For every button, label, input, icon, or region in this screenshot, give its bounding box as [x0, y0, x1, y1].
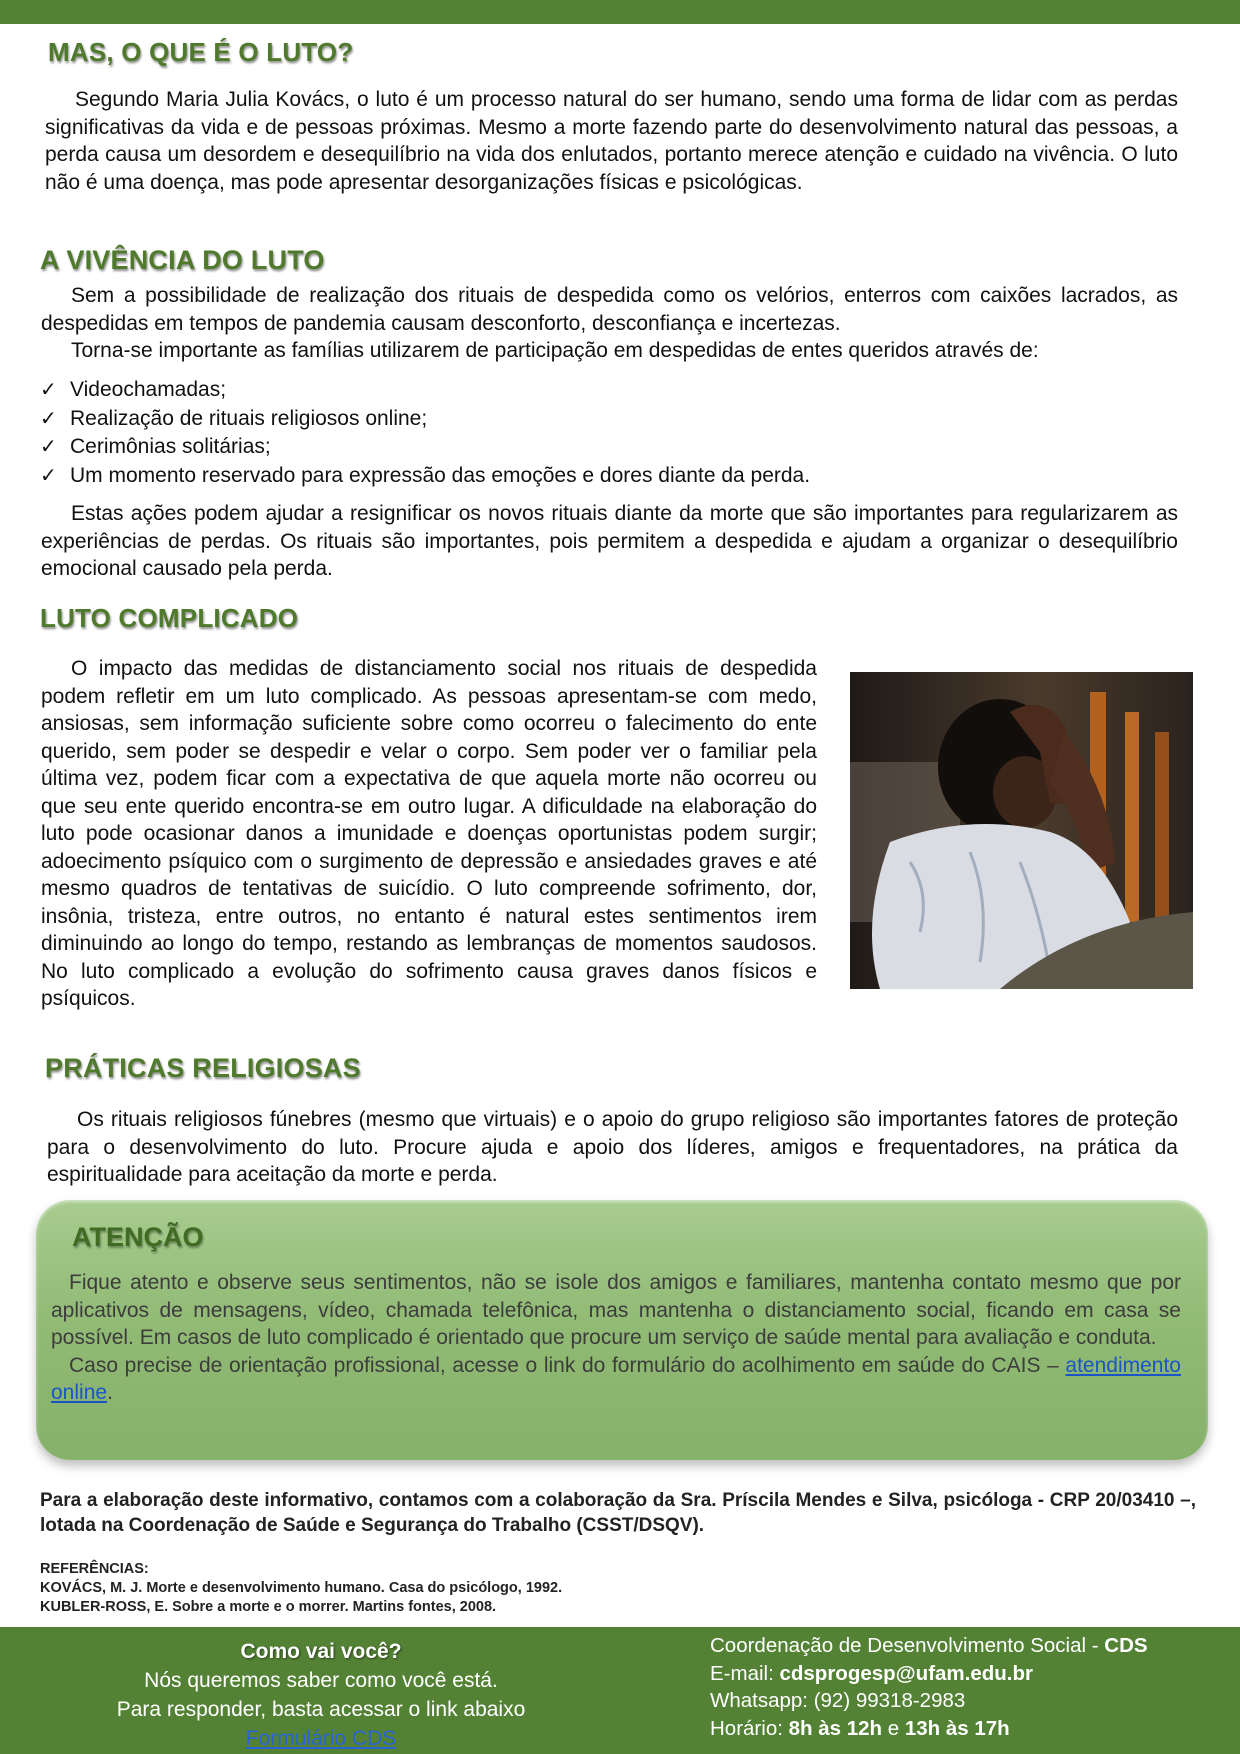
online-care-link[interactable]: atendimento online — [51, 1353, 1181, 1404]
section-title-luto: MAS, O QUE É O LUTO? — [48, 37, 354, 67]
section-title-luto-complicado: LUTO COMPLICADO — [40, 603, 299, 633]
section-title-praticas: PRÁTICAS RELIGIOSAS — [45, 1053, 361, 1083]
checklist — [40, 376, 810, 490]
attention-text — [51, 1269, 1181, 1407]
top-green-bar — [0, 0, 1240, 24]
footer-org: Coordenação de Desenvolvimento Social - CDS — [710, 1634, 1148, 1657]
section-vivencia-para1: Sem a possibilidade de realização dos rituais de despedida como os velórios, enterros com caixões lacrados, as despedidas em tempos de pandemia causam desconforto, desconfiança e incertezas. — [41, 284, 1178, 335]
references-label: REFERÊNCIAS: — [40, 1561, 149, 1577]
footer-email: E-mail: cdsprogesp@ufam.edu.br — [710, 1661, 1033, 1685]
section-body-praticas: Os rituais religiosos fúnebres (mesmo que virtuais) e o apoio do grupo religioso são importantes fatores de proteção para o desenvolvimento do luto. Procure ajuda e apoio dos líderes, amigos e frequentadores, na prática da espiritualidade para aceitação da morte e perda. — [47, 1108, 1178, 1186]
reference-item: KUBLER-ROSS, E. Sobre a morte e o morrer. Martins fontes, 2008. — [40, 1599, 497, 1615]
list-item: ✓ Realização de rituais religiosos online; — [40, 405, 810, 434]
section-title-vivencia: A VIVÊNCIA DO LUTO — [40, 245, 325, 275]
attention-para2: Caso precise de orientação profissional, acesse o link do formulário do acolhimento em saúde do CAIS – atendimento online. — [51, 1353, 1181, 1404]
footer-line1: Nós queremos saber como você está. — [144, 1669, 498, 1692]
section-vivencia-para3: Estas ações podem ajudar a resignificar os novos rituais diante da morte que são importantes para regularizarem as experiências de perdas. Os rituais são importantes, pois permitem a despedida e ajudam a organizar o desequilíbrio emocional causado pela perda. — [41, 502, 1178, 580]
photo-illustration — [850, 672, 1193, 989]
list-item: ✓ Cerimônias solitárias; — [40, 433, 810, 462]
attention-box — [36, 1200, 1208, 1460]
form-cds-link[interactable]: Formulário CDS — [245, 1727, 397, 1750]
grieving-person-photo — [850, 672, 1193, 989]
attention-title: ATENÇÃO — [72, 1222, 204, 1252]
section-body-luto-complicado: O impacto das medidas de distanciamento social nos rituais de despedida podem refletir em um luto complicado. As pessoas apresentam-se com medo, ansiosas, sem informação suficiente sobre como ocorreu o falecimento do ente querido, sem poder se despedir e velar o corpo. Sem poder ver o familiar pela última vez, podem ficar com a expectativa de que aquela morte não ocorreu ou que seu ente querido encontra-se em outro lugar. A dificuldade na elaboração do luto pode ocasionar danos a imunidade e doenças oportunistas podem surgir; adoecimento psíquico com o surgimento de depressão e ansiedades graves e até mesmo quadros de tentativas de suicídio. O luto compreende sofrimento, dor, insônia, tristeza, entre outros, no entanto é natural estes sentimentos irem diminuindo ao longo do tempo, restando as lembranças de momentos saudosos. No luto complicado a evolução do sofrimento causa graves danos físicos e psíquicos. — [41, 657, 817, 1010]
collaboration-note: Para a elaboração deste informativo, contamos com a colaboração da Sra. Príscila Mendes e Silva, psicóloga - CRP 20/03410 –, lotada na Coordenação de Saúde e Segurança do Trabalho (CSST/DSQV). — [40, 1490, 1196, 1536]
list-item: ✓ Um momento reservado para expressão das emoções e dores diante da perda. — [40, 462, 810, 491]
list-item: ✓ Videochamadas; — [40, 376, 810, 405]
footer-line2: Para responder, basta acessar o link abaixo — [116, 1698, 526, 1721]
email-address[interactable]: cdsprogesp@ufam.edu.br — [779, 1661, 1033, 1685]
footer-question: Como vai você? — [240, 1640, 402, 1663]
check-icon: ✓ — [40, 436, 57, 458]
footer-survey — [40, 1637, 602, 1753]
footer — [0, 1627, 1240, 1754]
footer-hours: Horário: 8h às 12h e 13h às 17h — [710, 1716, 1010, 1740]
check-icon: ✓ — [40, 407, 57, 430]
attention-para1: Fique atento e observe seus sentimentos, não se isole dos amigos e familiares, mantenha contato mesmo que por aplicativos de mensagens, vídeo, chamada telefônica, mas mantenha o distanciamento social, ficando em casa se possível. Em casos de luto complicado é orientado que procure um serviço de saúde mental para avaliação e conduta. — [51, 1271, 1181, 1349]
footer-whatsapp: Whatsapp: (92) 99318-2983 — [710, 1689, 966, 1712]
footer-contact — [710, 1632, 1148, 1742]
check-icon: ✓ — [40, 379, 57, 401]
references — [40, 1560, 562, 1617]
check-icon: ✓ — [40, 464, 57, 487]
reference-item: KOVÁCS, M. J. Morte e desenvolvimento humano. Casa do psicólogo, 1992. — [40, 1580, 563, 1596]
section-vivencia-para2: Torna-se importante as famílias utilizarem de participação em despedidas de entes queridos através de: — [71, 339, 1039, 362]
section-body-luto: Segundo Maria Julia Kovács, o luto é um processo natural do ser humano, sendo uma forma de lidar com as perdas significativas da vida e de pessoas próximas. Mesmo a morte fazendo parte do desenvolvimento natural das pessoas, a perda causa um desordem e desequilíbrio na vida dos enlutados, portanto merece atenção e cuidado na vivência. O luto não é uma doença, mas pode apresentar desorganizações físicas e psicológicas. — [45, 88, 1178, 194]
